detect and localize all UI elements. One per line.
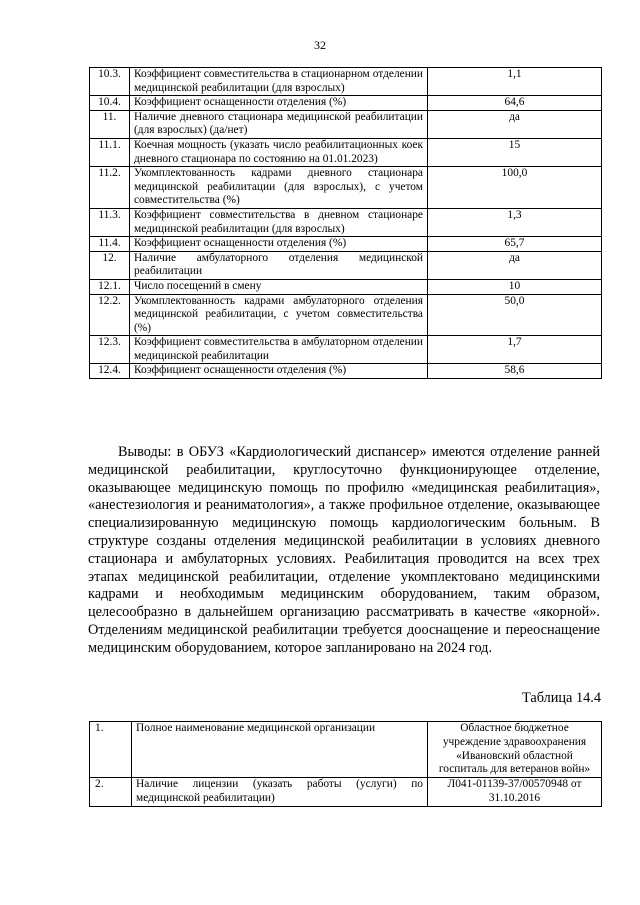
row-indicator: Коэффициент оснащенности отделения (%) [130,237,428,252]
indicators-table [89,67,602,379]
table-row [90,96,602,111]
row-value: да [428,110,602,138]
table-row [90,110,602,138]
row-value: 1,7 [428,336,602,364]
row-number: 2. [90,778,132,807]
row-indicator: Коэффициент совместительства в дневном стационаре медицинской реабилитации (для взрослых) [130,208,428,236]
row-value: 15 [428,138,602,166]
row-number: 11. [90,110,130,138]
organization-table [89,721,602,807]
table-row [90,294,602,336]
page-number: 32 [314,38,326,52]
row-indicator: Коечная мощность (указать число реабилитационных коек дневного стационара по состоянию на 01.01.2023) [130,138,428,166]
row-value: Областное бюджетное учреждение здравоохранения «Ивановский областной госпиталь для ветеранов войн» [428,722,602,778]
table-row [90,208,602,236]
row-value: 1,3 [428,208,602,236]
table-row [90,167,602,209]
table-row [90,237,602,252]
row-value: да [428,251,602,279]
row-number: 12.1. [90,279,130,294]
row-indicator: Коэффициент оснащенности отделения (%) [130,96,428,111]
row-indicator: Коэффициент совместительства в стационарном отделении медицинской реабилитации (для взрослых) [130,68,428,96]
row-indicator: Полное наименование медицинской организации [132,722,428,778]
table-row [90,251,602,279]
row-value: Л041-01139-37/00570948 от 31.10.2016 [428,778,602,807]
row-number: 12.3. [90,336,130,364]
row-indicator: Наличие амбулаторного отделения медицинской реабилитации [130,251,428,279]
row-indicator: Укомплектованность кадрами дневного стационара медицинской реабилитации (для взрослых), с учетом совместительства (%) [130,167,428,209]
row-value: 100,0 [428,167,602,209]
row-number: 11.4. [90,237,130,252]
row-value: 58,6 [428,364,602,379]
table-caption: Таблица 14.4 [521,690,601,706]
table-row [90,138,602,166]
row-indicator: Наличие лицензии (указать работы (услуги) по медицинской реабилитации) [132,778,428,807]
row-indicator: Число посещений в смену [130,279,428,294]
conclusion-paragraph: Выводы: в ОБУЗ «Кардиологический диспансер» имеются отделение ранней медицинской реабилитации, круглосуточно функционирующее отделение, оказывающее медицинскую помощь по профилю «медицинская реабилитация», «анестезиология и реаниматология», а также профильное отделение, оказывающее специализированную медицинскую помощь кардиологическим больным. В структуре созданы отделения медицинской реабилитации в условиях дневного стационара и амбулаторных условиях. Реабилитация проводится на всех трех этапах медицинской реабилитации, отделение укомплектовано медицинскими кадрами и необходимым медицинским оборудованием, таким образом, целесообразно в дальнейшем организацию рассматривать в качестве «якорной». Отделениям медицинской реабилитации требуется дооснащение и переоснащение медицинским оборудованием, которое запланировано на 2024 год. [88,444,600,656]
table-row [90,778,602,807]
row-number: 1. [90,722,132,778]
row-value: 10 [428,279,602,294]
table-row [90,68,602,96]
row-number: 10.3. [90,68,130,96]
row-indicator: Коэффициент совместительства в амбулаторном отделении медицинской реабилитации [130,336,428,364]
row-value: 50,0 [428,294,602,336]
row-number: 12.2. [90,294,130,336]
row-number: 10.4. [90,96,130,111]
row-value: 64,6 [428,96,602,111]
row-indicator: Наличие дневного стационара медицинской реабилитации (для взрослых) (да/нет) [130,110,428,138]
row-indicator: Коэффициент оснащенности отделения (%) [130,364,428,379]
row-number: 12.4. [90,364,130,379]
row-number: 11.2. [90,167,130,209]
row-value: 65,7 [428,237,602,252]
table-row [90,722,602,778]
table-row [90,364,602,379]
row-indicator: Укомплектованность кадрами амбулаторного отделения медицинской реабилитации, с учетом совместительства (%) [130,294,428,336]
table-row [90,336,602,364]
table-row [90,279,602,294]
row-number: 11.3. [90,208,130,236]
row-number: 11.1. [90,138,130,166]
row-number: 12. [90,251,130,279]
row-value: 1,1 [428,68,602,96]
